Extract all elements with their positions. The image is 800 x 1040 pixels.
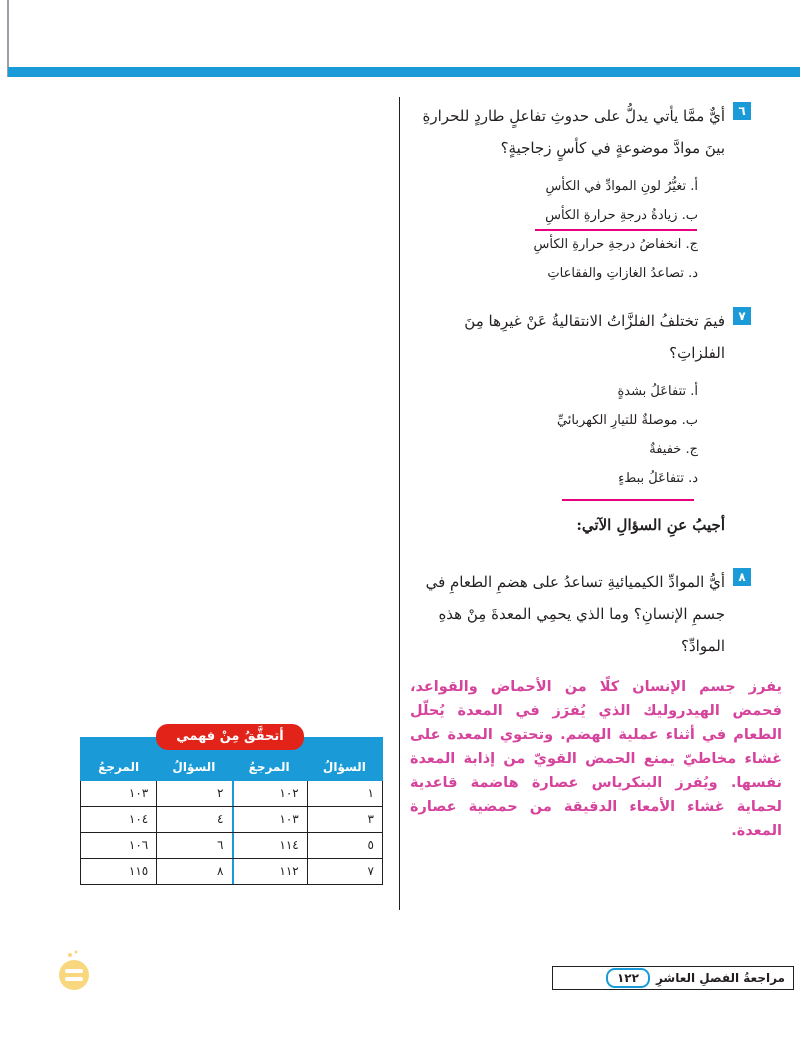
header-bar xyxy=(8,67,800,77)
table-cell: ١٠٤ xyxy=(128,812,149,826)
correct-answer-underline xyxy=(535,229,697,231)
table-row xyxy=(80,807,383,833)
table-cell: ١٠٦ xyxy=(128,838,149,852)
option-b[interactable]: ب. موصلةٌ للتيارِ الكهربائيِّ xyxy=(556,413,698,428)
option-b[interactable]: ب. زيادةُ درجةِ حرارةِ الكأسِ xyxy=(545,208,698,223)
column-divider xyxy=(399,97,400,910)
table-cell: ٢ xyxy=(156,781,231,806)
table-cell: ٣ xyxy=(307,807,382,832)
option-c[interactable]: ج. خفيفةٌ xyxy=(649,442,698,457)
table-cell: ١١٤ xyxy=(232,833,307,858)
table-row xyxy=(80,781,383,807)
chapter-review-label: مراجعةُ الفصلِ العاشرِ xyxy=(655,971,785,985)
question-7-options xyxy=(410,377,698,493)
header-reference: المرجعُ xyxy=(248,760,290,774)
table-row xyxy=(80,859,383,885)
table-cell: ١٠٢ xyxy=(232,781,307,806)
question-6 xyxy=(410,100,746,164)
table-cell: ١٠٣ xyxy=(232,807,307,832)
question-text: أيٌّ ممَّا يأتي يدلُّ على حدوثِ تفاعلٍ طاردٍ للحرارةِ بينَ موادَّ موضوعةٍ في كأسٍ زجاجيةٍ؟ xyxy=(422,107,725,157)
question-number-badge: ٦ xyxy=(733,102,751,120)
option-d[interactable]: د. تتفاعَلُ ببطءٍ xyxy=(618,471,698,486)
table-cell: ١ xyxy=(307,781,382,806)
page-footer xyxy=(552,966,794,990)
table-cell: ١١٢ xyxy=(232,859,307,884)
table-cell: ٤ xyxy=(156,807,231,832)
header-question: السؤالُ xyxy=(322,760,366,774)
check-understanding-table xyxy=(80,729,383,885)
question-text: أيُّ الموادِّ الكيميائيةِ تساعدُ على هضمِ الطعامِ في جسمِ الإنسانِ؟ وما الذي يحمِي المعدةَ مِنْ هذهِ الموادِّ؟ xyxy=(425,573,725,655)
table-title: أتحقَّقُ مِنْ فهمي xyxy=(156,724,304,750)
correct-answer-underline xyxy=(562,499,694,501)
table-cell: ٨ xyxy=(156,859,231,884)
option-d[interactable]: د. تصاعدُ الغازاتِ والفقاعاتِ xyxy=(547,266,698,281)
question-7 xyxy=(410,305,746,369)
question-number-badge: ٧ xyxy=(733,307,751,325)
option-a[interactable]: أ. تغيُّرُ لونِ الموادِّ في الكأسِ xyxy=(545,179,698,194)
table-cell: ١٠٣ xyxy=(128,786,149,800)
publisher-logo-icon xyxy=(56,948,92,992)
question-8 xyxy=(410,566,746,662)
question-text: فيمَ تختلفُ الفلزَّاتُ الانتقاليةُ عَنْ غيرِها مِنَ الفلزاتِ؟ xyxy=(464,312,725,362)
table-cell: ١١٥ xyxy=(128,864,149,878)
table-cell: ٧ xyxy=(307,859,382,884)
header-reference: المرجعُ xyxy=(98,760,140,774)
question-number-badge: ٨ xyxy=(733,568,751,586)
section-heading: أجيبُ عنِ السؤالِ الآتي: xyxy=(576,516,725,534)
table-cell: ٦ xyxy=(156,833,231,858)
option-a[interactable]: أ. تتفاعَلُ بشدةٍ xyxy=(617,384,698,399)
table-cell: ٥ xyxy=(307,833,382,858)
page-edge-rule xyxy=(7,0,9,77)
table-row xyxy=(80,833,383,859)
option-c[interactable]: ج. انخفاضُ درجةِ حرارةِ الكأسِ xyxy=(533,237,698,252)
header-question: السؤالُ xyxy=(172,760,216,774)
page-number: ١٢٢ xyxy=(606,968,650,988)
answer-text: يفرز جسم الإنسان كلًا من الأحماض والقواعد، فحمض الهيدروليك الذي يُفرَز في المعدة يُحلّل الطعام في أثناء عملية الهضم. وتحتوي المعدة على غشاء مخاطيّ يمنع الحمض القويّ من إذابة المعدة نفسها. ويُفرز البنكرياس عصارة هاضمة قاعدية لحماية غشاء الأمعاء الدقيقة من حمضية عصارة المعدة. xyxy=(410,679,782,839)
